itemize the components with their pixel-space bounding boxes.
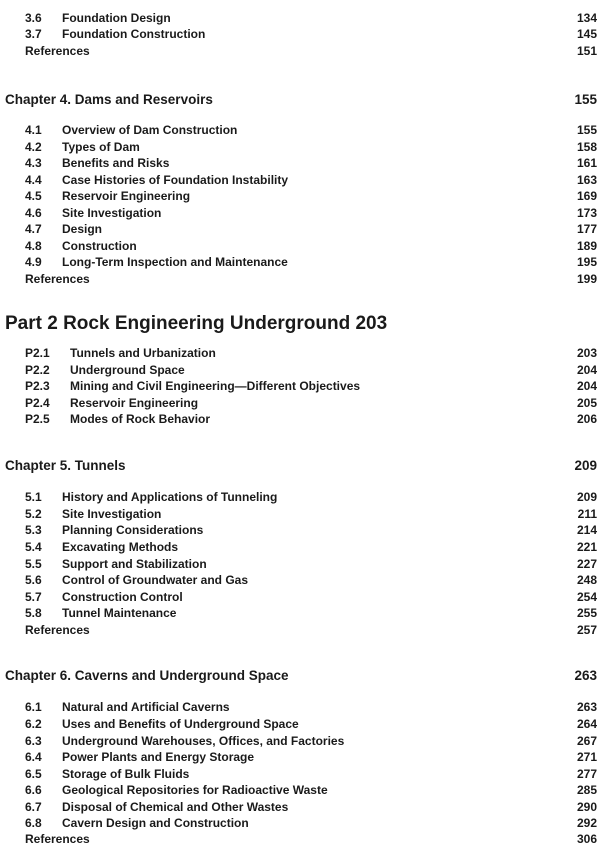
section-number: 6.6 bbox=[25, 783, 42, 797]
chapter-heading bbox=[0, 457, 600, 475]
toc-entry bbox=[0, 254, 600, 270]
section-number: 5.7 bbox=[25, 589, 42, 604]
section-number: P2.4 bbox=[25, 395, 50, 410]
page-number: 155 bbox=[576, 123, 597, 137]
toc-entry bbox=[0, 155, 600, 171]
page-number: 177 bbox=[576, 222, 597, 236]
toc-entry bbox=[0, 799, 600, 815]
section-number: 4.7 bbox=[25, 222, 42, 236]
page-number: 173 bbox=[576, 205, 597, 220]
section-number: 6.1 bbox=[25, 700, 42, 714]
section-number: 6.3 bbox=[25, 733, 42, 748]
page-number: 221 bbox=[576, 540, 597, 554]
page-number: 263 bbox=[576, 700, 597, 714]
section-number: 5.2 bbox=[25, 506, 42, 521]
page-number: 195 bbox=[576, 255, 597, 269]
chapter-heading bbox=[0, 91, 600, 109]
toc-entry bbox=[0, 699, 600, 715]
page-number: 267 bbox=[576, 733, 597, 748]
page-number: 248 bbox=[576, 573, 597, 587]
section-title: Planning Considerations bbox=[62, 523, 204, 537]
section-title: Reservoir Engineering bbox=[70, 395, 199, 410]
section-title: Tunnels and Urbanization bbox=[70, 346, 216, 360]
page-number: 263 bbox=[574, 668, 597, 683]
section-title: Construction bbox=[62, 238, 137, 253]
page-number: 306 bbox=[576, 832, 597, 846]
page-number: 290 bbox=[576, 799, 597, 814]
section-number: 3.6 bbox=[25, 11, 42, 25]
section-number: 4.1 bbox=[25, 123, 42, 137]
section-number: 6.5 bbox=[25, 766, 42, 781]
section-number: 4.2 bbox=[25, 139, 42, 154]
section-number: 6.8 bbox=[25, 816, 42, 830]
page-number: 227 bbox=[576, 556, 597, 571]
section-title: Types of Dam bbox=[62, 139, 140, 154]
page-number: 277 bbox=[576, 766, 597, 781]
page-number: 199 bbox=[576, 272, 597, 286]
section-number: 6.4 bbox=[25, 750, 42, 764]
toc-entry bbox=[0, 782, 600, 798]
section-number: 4.9 bbox=[25, 255, 42, 269]
toc-entry bbox=[0, 815, 600, 831]
page-number: 209 bbox=[574, 458, 597, 473]
section-number: 5.8 bbox=[25, 606, 42, 620]
toc-entry bbox=[0, 605, 600, 621]
chapter-title: Chapter 5. Tunnels bbox=[5, 458, 126, 473]
section-title: Uses and Benefits of Underground Space bbox=[62, 716, 299, 731]
toc-entry bbox=[0, 395, 600, 411]
page-number: 255 bbox=[576, 606, 597, 620]
toc-entry bbox=[0, 733, 600, 749]
section-title: Tunnel Maintenance bbox=[62, 606, 177, 620]
section-title: Site Investigation bbox=[62, 506, 162, 521]
section-title: Foundation Construction bbox=[62, 27, 206, 41]
references-entry bbox=[0, 271, 600, 287]
section-title: Underground Warehouses, Offices, and Factories bbox=[62, 733, 345, 748]
page-number: 169 bbox=[576, 189, 597, 203]
section-number: 5.4 bbox=[25, 540, 42, 554]
part-heading bbox=[0, 312, 600, 336]
section-number: P2.3 bbox=[25, 379, 50, 393]
section-number: 6.7 bbox=[25, 799, 42, 814]
section-number: 5.1 bbox=[25, 490, 42, 504]
section-number: P2.2 bbox=[25, 362, 50, 377]
references-label: References bbox=[25, 44, 90, 58]
page-number: 163 bbox=[576, 172, 597, 187]
toc-entry bbox=[0, 716, 600, 732]
toc-entry bbox=[0, 10, 600, 26]
references-entry bbox=[0, 622, 600, 638]
section-title: Long-Term Inspection and Maintenance bbox=[62, 255, 288, 269]
section-title: Storage of Bulk Fluids bbox=[62, 766, 190, 781]
page-number: 211 bbox=[577, 506, 597, 521]
toc-entry bbox=[0, 172, 600, 188]
page-number: 155 bbox=[574, 92, 597, 107]
toc-entry bbox=[0, 489, 600, 505]
toc-entry bbox=[0, 506, 600, 522]
section-number: 5.6 bbox=[25, 573, 42, 587]
section-title: Power Plants and Energy Storage bbox=[62, 750, 255, 764]
references-label: References bbox=[25, 622, 90, 637]
section-title: Cavern Design and Construction bbox=[62, 816, 249, 830]
toc-entry bbox=[0, 188, 600, 204]
page-number: 285 bbox=[576, 783, 597, 797]
toc-entry bbox=[0, 139, 600, 155]
page-number: 292 bbox=[576, 816, 597, 830]
section-title: Construction Control bbox=[62, 589, 183, 604]
page-number: 134 bbox=[576, 11, 597, 25]
page-number: 264 bbox=[576, 716, 597, 731]
references-entry bbox=[0, 831, 600, 847]
section-number: 3.7 bbox=[25, 27, 42, 41]
page-number: 158 bbox=[576, 139, 597, 154]
references-label: References bbox=[25, 272, 90, 286]
page-number: 204 bbox=[576, 379, 597, 393]
page-number: 254 bbox=[576, 589, 597, 604]
toc-entry bbox=[0, 766, 600, 782]
toc-entry bbox=[0, 221, 600, 237]
section-title: Excavating Methods bbox=[62, 540, 179, 554]
toc-entry bbox=[0, 238, 600, 254]
section-number: 6.2 bbox=[25, 716, 42, 731]
section-number: 5.5 bbox=[25, 556, 42, 571]
toc-entry bbox=[0, 749, 600, 765]
toc-entry bbox=[0, 122, 600, 138]
page-number: 205 bbox=[576, 395, 597, 410]
page-number: 145 bbox=[576, 27, 597, 41]
page-number: 271 bbox=[576, 750, 597, 764]
section-number: 4.3 bbox=[25, 156, 42, 170]
chapter-title: Chapter 6. Caverns and Underground Space bbox=[5, 668, 289, 683]
toc-entry bbox=[0, 362, 600, 378]
section-title: Mining and Civil Engineering—Different Objectives bbox=[70, 379, 361, 393]
section-title: Design bbox=[62, 222, 103, 236]
references-label: References bbox=[25, 832, 90, 846]
section-number: 4.4 bbox=[25, 172, 42, 187]
section-number: 4.6 bbox=[25, 205, 42, 220]
section-title: Foundation Design bbox=[62, 11, 171, 25]
section-number: 4.8 bbox=[25, 238, 42, 253]
toc-entry bbox=[0, 572, 600, 588]
section-number: P2.1 bbox=[25, 346, 50, 360]
section-title: History and Applications of Tunneling bbox=[62, 490, 278, 504]
chapter-heading bbox=[0, 667, 600, 685]
page-number: 204 bbox=[576, 362, 597, 377]
section-title: Site Investigation bbox=[62, 205, 162, 220]
toc-entry bbox=[0, 205, 600, 221]
section-title: Underground Space bbox=[70, 362, 185, 377]
page-number: 214 bbox=[576, 523, 597, 537]
part-title: Part 2 Rock Engineering Underground 203 bbox=[5, 313, 388, 334]
section-title: Overview of Dam Construction bbox=[62, 123, 238, 137]
toc-entry bbox=[0, 522, 600, 538]
page-number: 257 bbox=[576, 622, 597, 637]
section-number: 5.3 bbox=[25, 523, 42, 537]
page-number: 206 bbox=[576, 412, 597, 426]
chapter-title: Chapter 4. Dams and Reservoirs bbox=[5, 92, 213, 107]
toc-entry bbox=[0, 589, 600, 605]
section-title: Natural and Artificial Caverns bbox=[62, 700, 230, 714]
section-title: Modes of Rock Behavior bbox=[70, 412, 211, 426]
section-title: Benefits and Risks bbox=[62, 156, 170, 170]
toc-entry bbox=[0, 556, 600, 572]
references-entry bbox=[0, 43, 600, 59]
page-number: 151 bbox=[576, 44, 597, 58]
toc-entry bbox=[0, 411, 600, 427]
page-number: 209 bbox=[576, 490, 597, 504]
page-number: 189 bbox=[576, 238, 597, 253]
toc-entry bbox=[0, 345, 600, 361]
toc-entry bbox=[0, 26, 600, 42]
section-number: 4.5 bbox=[25, 189, 42, 203]
page-number: 161 bbox=[576, 156, 597, 170]
section-title: Disposal of Chemical and Other Wastes bbox=[62, 799, 289, 814]
page-number: 203 bbox=[576, 346, 597, 360]
section-title: Reservoir Engineering bbox=[62, 189, 191, 203]
section-title: Case Histories of Foundation Instability bbox=[62, 172, 289, 187]
section-title: Geological Repositories for Radioactive Waste bbox=[62, 783, 328, 797]
section-title: Support and Stabilization bbox=[62, 556, 207, 571]
toc-entry bbox=[0, 539, 600, 555]
toc-entry bbox=[0, 378, 600, 394]
section-number: P2.5 bbox=[25, 412, 50, 426]
section-title: Control of Groundwater and Gas bbox=[62, 573, 249, 587]
